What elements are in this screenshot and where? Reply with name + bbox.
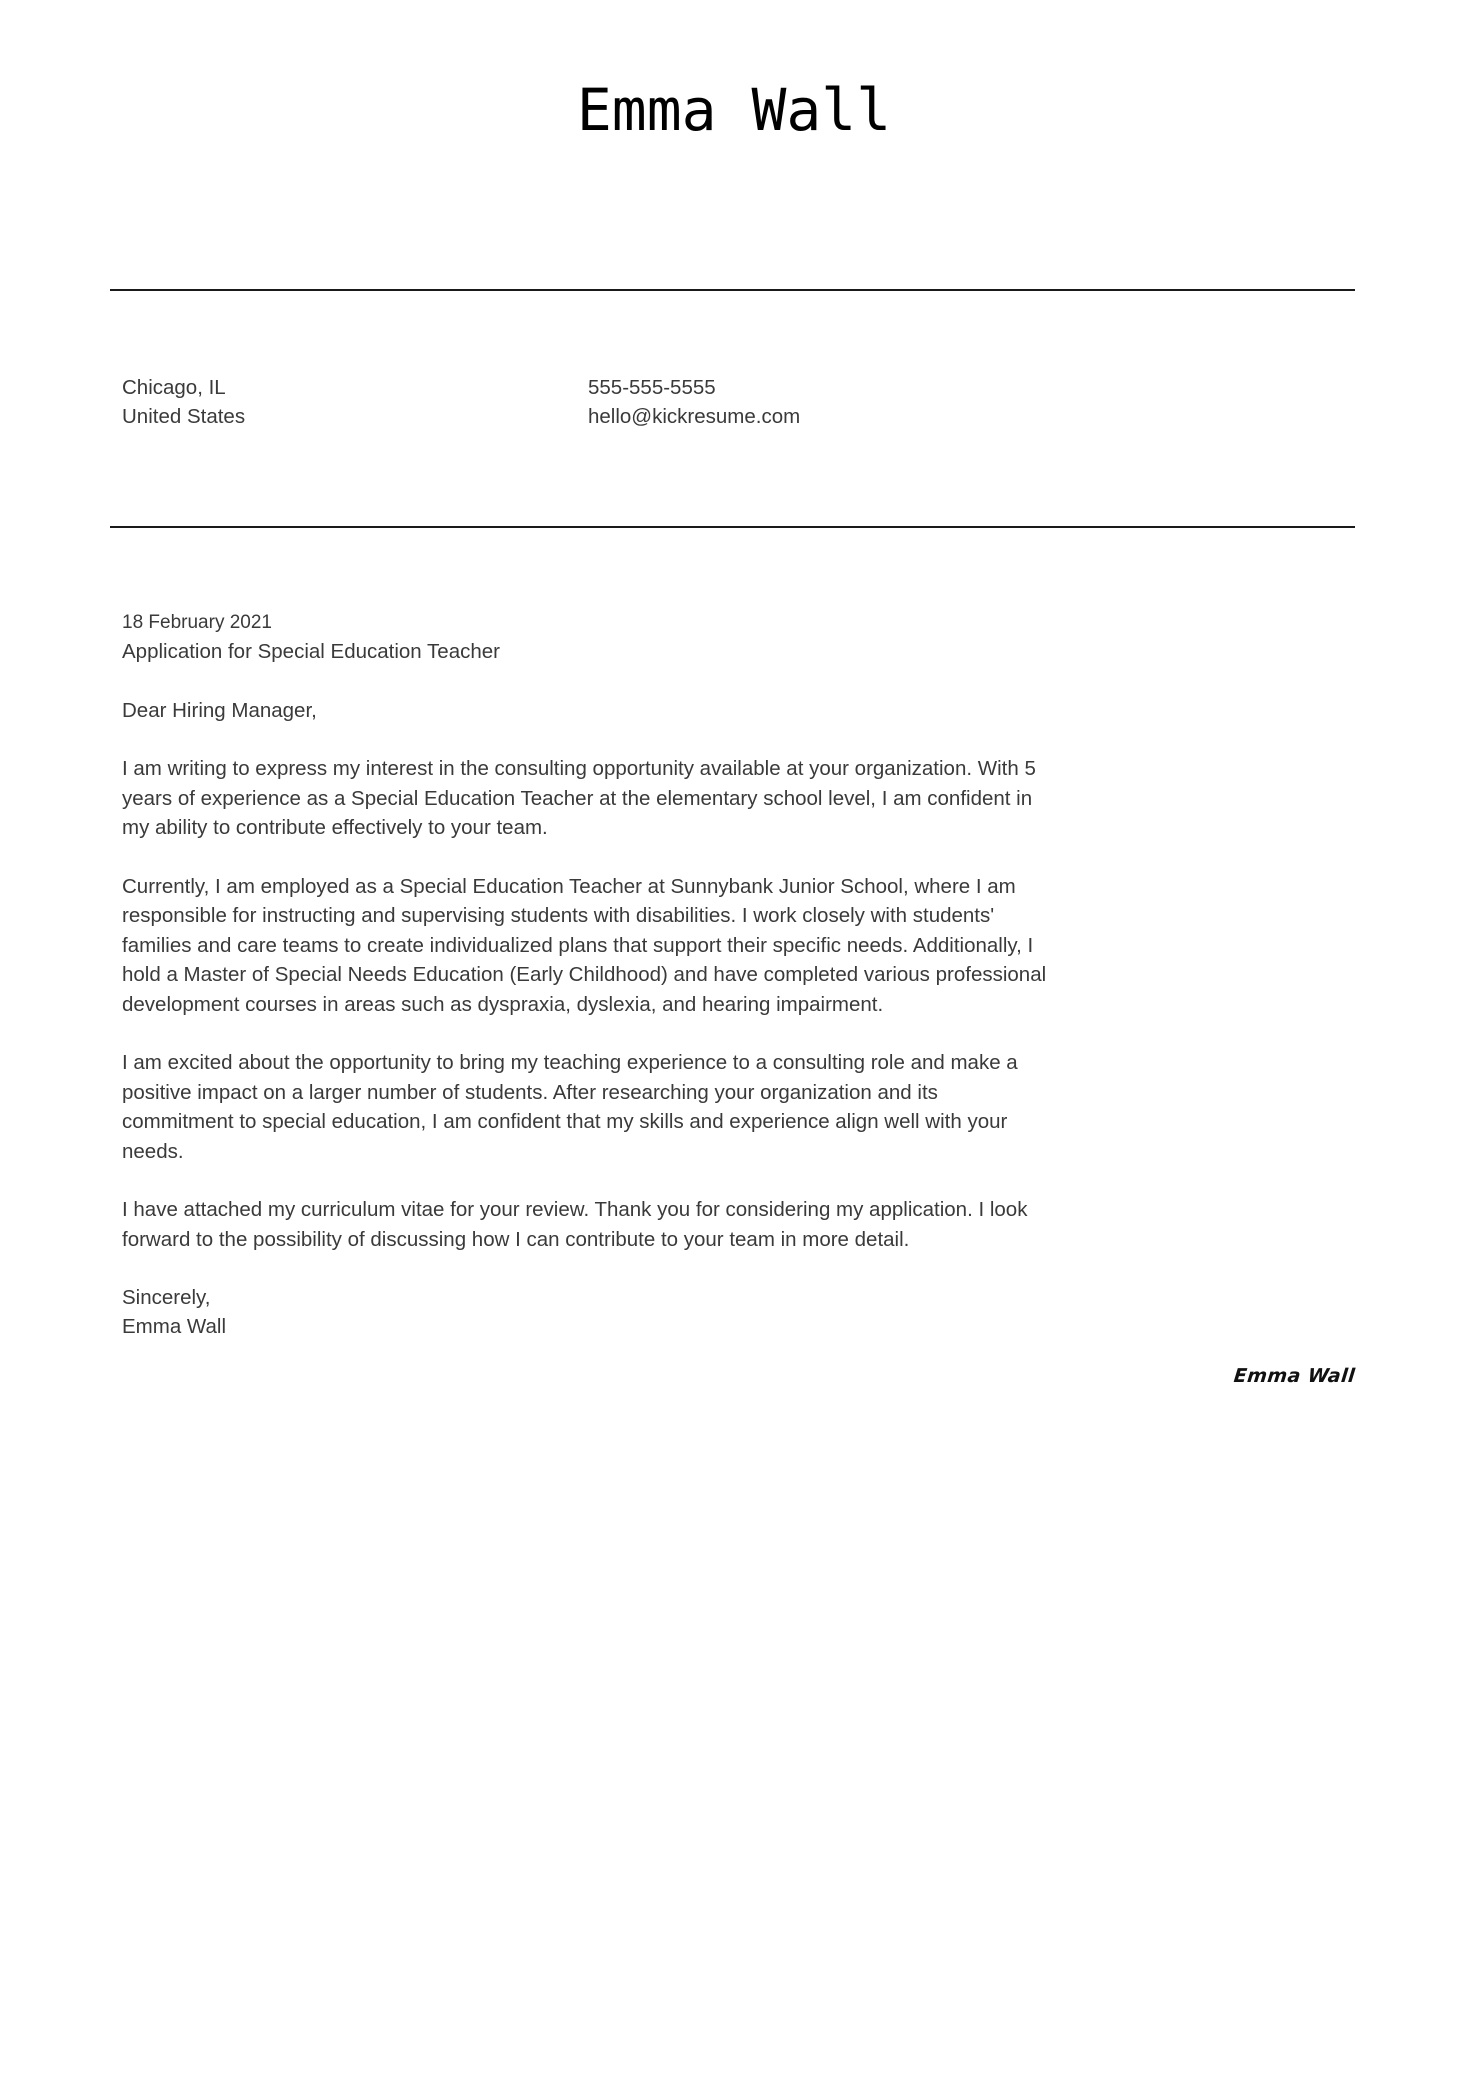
- contact-details: [122, 373, 1355, 431]
- letter-paragraph: I am excited about the opportunity to bring my teaching experience to a consulting role and make a positive impact on a larger number of students. After researching your organization and its commitment to special education, I am confident that my skills and experience align well with your needs.: [122, 1051, 1018, 1163]
- contact-email[interactable]: hello@kickresume.com: [588, 405, 801, 428]
- letter-header: [0, 0, 1468, 290]
- letter-body: [122, 608, 1050, 1341]
- contact-city: Chicago, IL: [122, 376, 226, 399]
- letter-closing: [122, 1283, 1050, 1341]
- letter-date: 18 February 2021: [122, 612, 272, 633]
- applicant-name-heading: Emma Wall: [576, 76, 892, 144]
- contact-country: United States: [122, 405, 246, 428]
- contact-reach-column: [588, 373, 800, 431]
- letter-paragraph: I have attached my curriculum vitae for your review. Thank you for considering my application. I look forward to the possibility of discussing how I can contribute to your team in more detail.: [122, 1198, 1028, 1251]
- letter-salutation: Dear Hiring Manager,: [122, 699, 317, 722]
- header-divider-bottom: [110, 526, 1355, 528]
- header-divider-top: [110, 289, 1355, 291]
- closing-signer-name: Emma Wall: [122, 1315, 227, 1338]
- letter-paragraph: I am writing to express my interest in the consulting opportunity available at your organization. With 5 years of experience as a Special Education Teacher at the elementary school level, I am confident in my ability to contribute effectively to your team.: [122, 757, 1036, 839]
- handwritten-signature: Emma Wall: [1232, 1365, 1357, 1387]
- letter-paragraph: Currently, I am employed as a Special Education Teacher at Sunnybank Junior School, where I am responsible for instructing and supervising students with disabilities. I work closely with students' families and care teams to create individualized plans that support their specific needs. Additionally, I hold a Master of Special Needs Education (Early Childhood) and have completed various professional development courses in areas such as dyspraxia, dyslexia, and hearing impairment.: [122, 874, 1047, 1016]
- letter-subject: Application for Special Education Teacher: [122, 640, 500, 663]
- closing-salutation: Sincerely,: [122, 1286, 211, 1309]
- contact-location-column: [122, 373, 588, 431]
- contact-phone[interactable]: 555-555-5555: [588, 376, 716, 399]
